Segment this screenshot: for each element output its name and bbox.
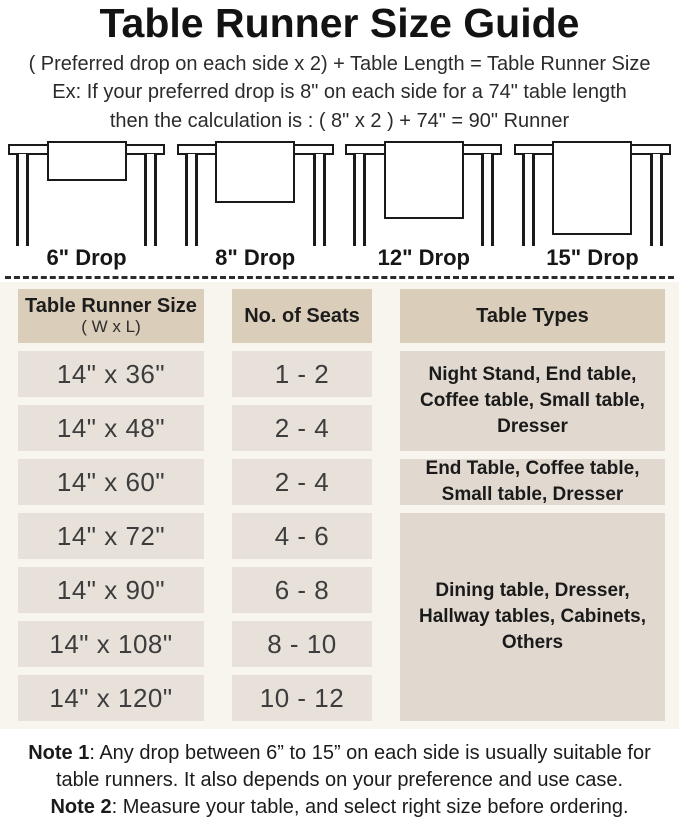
header-seats: No. of Seats — [232, 289, 372, 343]
table-leg-icon — [481, 154, 494, 246]
notes-section — [0, 729, 679, 820]
table-leg-icon — [522, 154, 535, 246]
header-runner-size-line1: Table Runner Size — [25, 295, 197, 318]
table-illustration-6in-drop — [7, 140, 166, 246]
runner-drape-icon — [552, 141, 632, 235]
header-runner-size — [18, 289, 204, 343]
table-leg-icon — [185, 154, 198, 246]
note1-text: : Any drop between 6” to 15” on each side is usually suitable for table runners. It also depends on your preference and use case. — [55, 742, 651, 791]
drop-label-8: 8" Drop — [215, 245, 296, 271]
example-line-1: Ex: If your preferred drop is 8" on each side for a 74" table length — [52, 81, 627, 104]
seats-cell: 2 - 4 — [232, 405, 372, 451]
formula-line: ( Preferred drop on each side x 2) + Table Length = Table Runner Size — [28, 52, 651, 75]
size-cell: 14" x 60" — [18, 459, 204, 505]
seats-cell: 6 - 8 — [232, 567, 372, 613]
note1-label: Note 1 — [28, 742, 90, 765]
table-illustration-15in-drop — [513, 140, 672, 246]
column-runner-size — [18, 289, 204, 721]
seats-cell: 2 - 4 — [232, 459, 372, 505]
header-runner-size-line2: ( W x L) — [81, 317, 141, 337]
table-leg-icon — [144, 154, 157, 246]
example-line-2: then the calculation is : ( 8" x 2 ) + 74" = 90" Runner — [109, 109, 570, 132]
note2-label: Note 2 — [50, 795, 112, 818]
header-table-types: Table Types — [400, 289, 665, 343]
runner-drape-icon — [215, 141, 295, 203]
table-types-cell-small: Night Stand, End table, Coffee table, Small table, Dresser — [400, 351, 665, 451]
table-leg-icon — [650, 154, 663, 246]
size-cell: 14" x 36" — [18, 351, 204, 397]
table-illustration-8in-drop — [176, 140, 335, 246]
drop-illustrations — [0, 135, 679, 243]
drop-labels — [0, 243, 679, 271]
seats-cell: 1 - 2 — [232, 351, 372, 397]
drop-label-15: 15" Drop — [546, 245, 639, 271]
size-cell: 14" x 48" — [18, 405, 204, 451]
table-leg-icon — [313, 154, 326, 246]
page-header — [0, 0, 679, 135]
dashed-divider — [5, 276, 674, 279]
table-leg-icon — [16, 154, 29, 246]
seats-cell: 10 - 12 — [232, 675, 372, 721]
note2-text: : Measure your table, and select right size before ordering. — [111, 795, 629, 818]
size-cell: 14" x 108" — [18, 621, 204, 667]
size-cell: 14" x 90" — [18, 567, 204, 613]
size-guide-table — [0, 282, 679, 729]
table-types-cell-large: Dining table, Dresser, Hallway tables, Cabinets, Others — [400, 513, 665, 721]
drop-label-12: 12" Drop — [377, 245, 470, 271]
size-cell: 14" x 120" — [18, 675, 204, 721]
column-seats — [232, 289, 372, 721]
intro-text — [0, 50, 679, 135]
drop-label-6: 6" Drop — [46, 245, 127, 271]
column-table-types — [400, 289, 665, 721]
page-title: Table Runner Size Guide — [99, 0, 580, 46]
size-cell: 14" x 72" — [18, 513, 204, 559]
seats-cell: 4 - 6 — [232, 513, 372, 559]
runner-drape-icon — [47, 141, 127, 181]
table-illustration-12in-drop — [344, 140, 503, 246]
table-leg-icon — [353, 154, 366, 246]
seats-cell: 8 - 10 — [232, 621, 372, 667]
runner-drape-icon — [384, 141, 464, 219]
table-types-cell-medium: End Table, Coffee table, Small table, Dresser — [400, 459, 665, 505]
